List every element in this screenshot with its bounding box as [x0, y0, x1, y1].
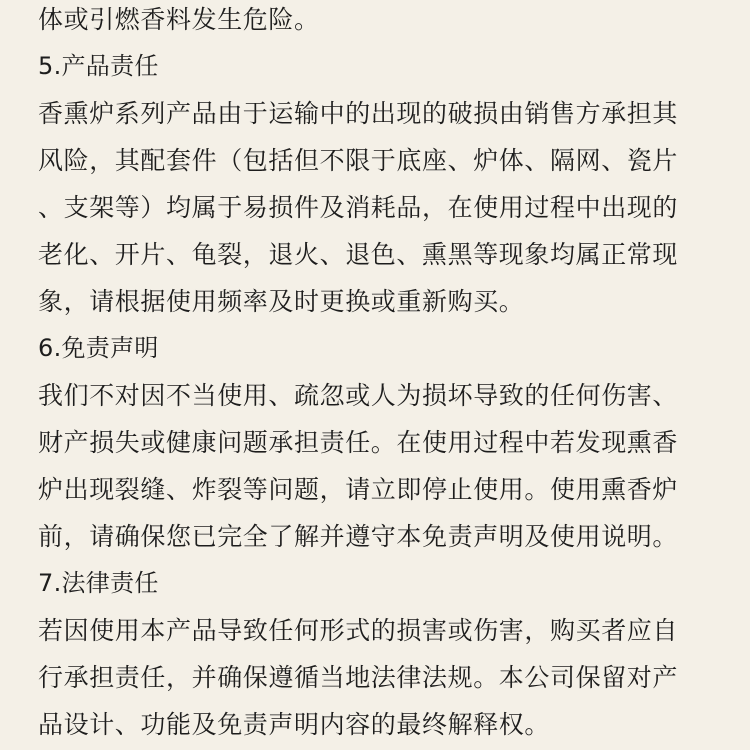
product-liability-line: 象，请根据使用频率及时更换或重新购买。 [38, 287, 525, 316]
product-liability-line: 香熏炉系列产品由于运输中的出现的破损由销售方承担其 [38, 99, 679, 128]
legal-liability-line: 品设计、功能及免责声明内容的最终解释权。 [38, 710, 551, 739]
disclaimer-line: 财产损失或健康问题承担责任。在使用过程中若发现熏香 [38, 428, 679, 457]
carryover-line: 体或引燃香料发生危险。 [38, 5, 320, 34]
section-heading-disclaimer: 6.免责声明 [38, 334, 159, 362]
disclaimer-line: 前，请确保您已完全了解并遵守本免责声明及使用说明。 [38, 522, 679, 551]
legal-liability-line: 若因使用本产品导致任何形式的损害或伤害，购买者应自 [38, 616, 679, 645]
product-liability-line: 、支架等）均属于易损件及消耗品，在使用过程中出现的 [38, 193, 679, 222]
section-heading-product-liability: 5.产品责任 [38, 52, 159, 80]
section-heading-legal-liability: 7.法律责任 [38, 569, 159, 597]
disclaimer-line: 炉出现裂缝、炸裂等问题，请立即停止使用。使用熏香炉 [38, 475, 679, 504]
product-liability-line: 风险，其配套件（包括但不限于底座、炉体、隔网、瓷片 [38, 146, 679, 175]
legal-liability-line: 行承担责任，并确保遵循当地法律法规。本公司保留对产 [38, 663, 679, 692]
disclaimer-line: 我们不对因不当使用、疏忽或人为损坏导致的任何伤害、 [38, 381, 679, 410]
product-liability-line: 老化、开片、龟裂，退火、退色、熏黑等现象均属正常现 [38, 240, 679, 269]
